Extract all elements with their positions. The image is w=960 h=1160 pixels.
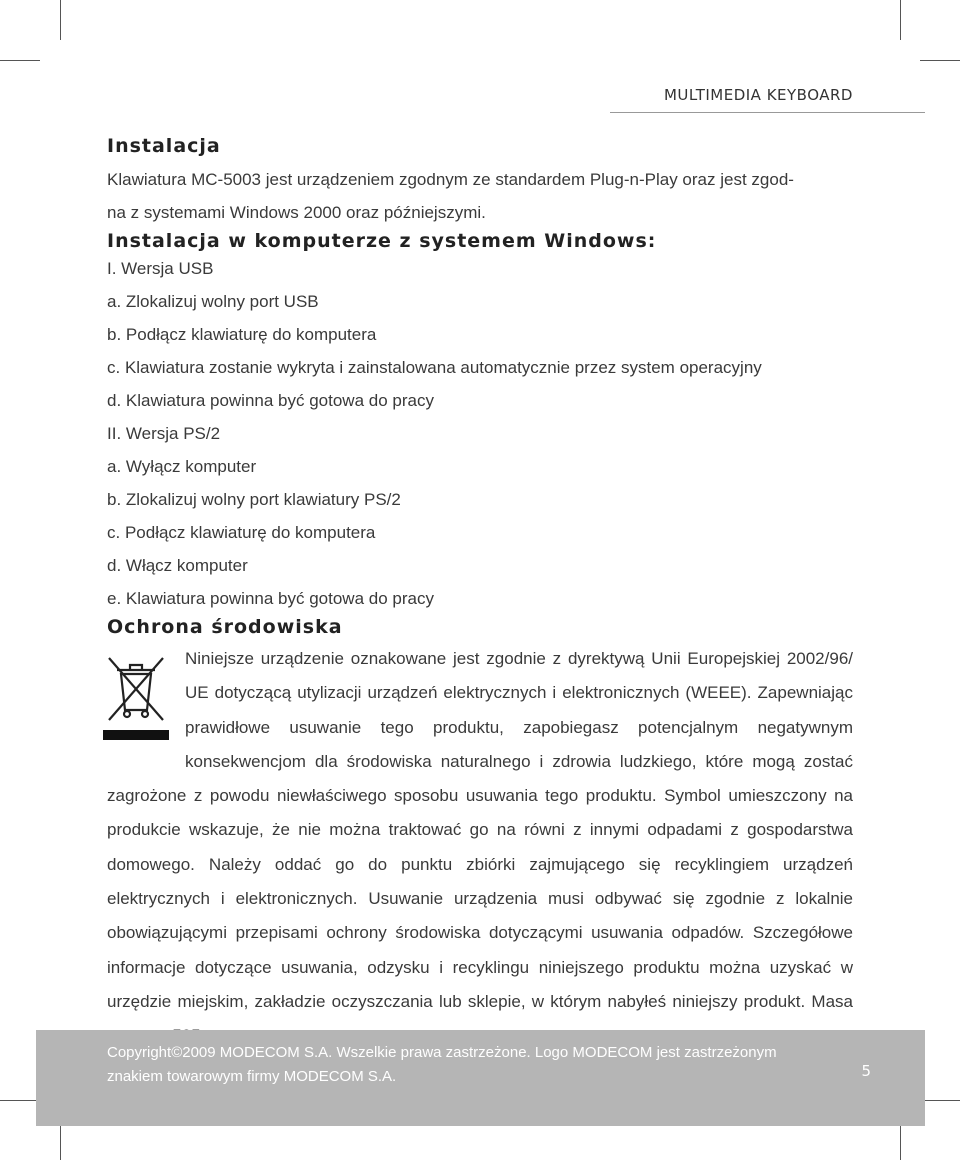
- install-step: II. Wersja PS/2: [107, 424, 221, 443]
- install-step: d. Włącz komputer: [107, 556, 248, 575]
- footer-copyright: [107, 1041, 827, 1089]
- install-step: d. Klawiatura powinna być gotowa do pracy: [107, 391, 434, 410]
- install-step: e. Klawiatura powinna być gotowa do pracy: [107, 589, 434, 608]
- copyright-line-2: znakiem towarowym firmy MODECOM S.A.: [107, 1068, 397, 1085]
- page-content: [107, 130, 853, 1054]
- install-step: b. Zlokalizuj wolny port klawiatury PS/2: [107, 490, 401, 509]
- environment-heading: Ochrona środowiska: [107, 616, 343, 638]
- install-step: a. Zlokalizuj wolny port USB: [107, 292, 319, 311]
- footer-bar: [36, 1030, 925, 1126]
- crop-mark: [920, 60, 960, 61]
- installation-intro-line-2: na z systemami Windows 2000 oraz późniejszymi.: [107, 203, 486, 222]
- crop-mark: [920, 1100, 960, 1101]
- header-divider: [610, 112, 925, 113]
- weee-crossed-bin-icon: [103, 652, 169, 742]
- install-step: I. Wersja USB: [107, 259, 214, 278]
- install-step: a. Wyłącz komputer: [107, 457, 257, 476]
- crop-mark: [0, 60, 40, 61]
- installation-heading: Instalacja: [107, 135, 221, 157]
- crop-mark: [60, 1120, 61, 1160]
- install-step: b. Podłącz klawiaturę do komputera: [107, 325, 377, 344]
- crop-mark: [60, 0, 61, 40]
- crop-mark: [900, 1120, 901, 1160]
- installation-intro-line-1: Klawiatura MC-5003 jest urządzeniem zgodnym ze standardem Plug-n-Play oraz jest zgod-: [107, 170, 794, 189]
- environment-paragraph: [107, 642, 853, 1054]
- copyright-line-1: Copyright©2009 MODECOM S.A. Wszelkie prawa zastrzeżone. Logo MODECOM jest zastrzeżonym: [107, 1044, 777, 1061]
- install-steps-list: [107, 252, 853, 615]
- page-number: 5: [861, 1062, 871, 1080]
- crop-mark: [0, 1100, 40, 1101]
- install-step: c. Podłącz klawiaturę do komputera: [107, 523, 376, 542]
- environment-text: Niniejsze urządzenie oznakowane jest zgodnie z dyrektywą Unii Europejskiej 2002/96/ UE dotyczącą utylizacji urządzeń elektrycznych i elektronicznych (WEEE). Zapewniając prawidłowe usuwanie tego produktu, zapobiegasz potencjalnym negatywnym konsekwencjom dla środowiska naturalnego i zdrowia ludzkiego, które mogą zostać zagrożone z powodu niewłaściwego sposobu usuwania tego produktu. Symbol umieszczony na produkcie wskazuje, że nie można traktować go na równi z innymi odpadami z gospodarstwa domowego. Należy oddać go do punktu zbiórki zajmującego się recyklingiem urządzeń elektrycznych i elektronicznych. Usuwanie urządzenia musi odbywać się zgodnie z lokalnie obowiązującymi przepisami ochrony środowiska dotyczącymi usuwania odpadów. Szczegółowe informacje dotyczące usuwania, odzysku i recyklingu niniejszego produktu można uzyskać w urzędzie miejskim, zakładzie oczyszczania lub sklepie, w którym nabyłeś niniejszy produkt. Masa: [107, 649, 853, 1011]
- header-title: MULTIMEDIA KEYBOARD: [663, 86, 853, 104]
- crop-mark: [900, 0, 901, 40]
- environment-section: [107, 642, 853, 1054]
- windows-install-heading: Instalacja w komputerze z systemem Windows:: [107, 230, 657, 252]
- install-step: c. Klawiatura zostanie wykryta i zainstalowana automatycznie przez system operacyjny: [107, 358, 762, 377]
